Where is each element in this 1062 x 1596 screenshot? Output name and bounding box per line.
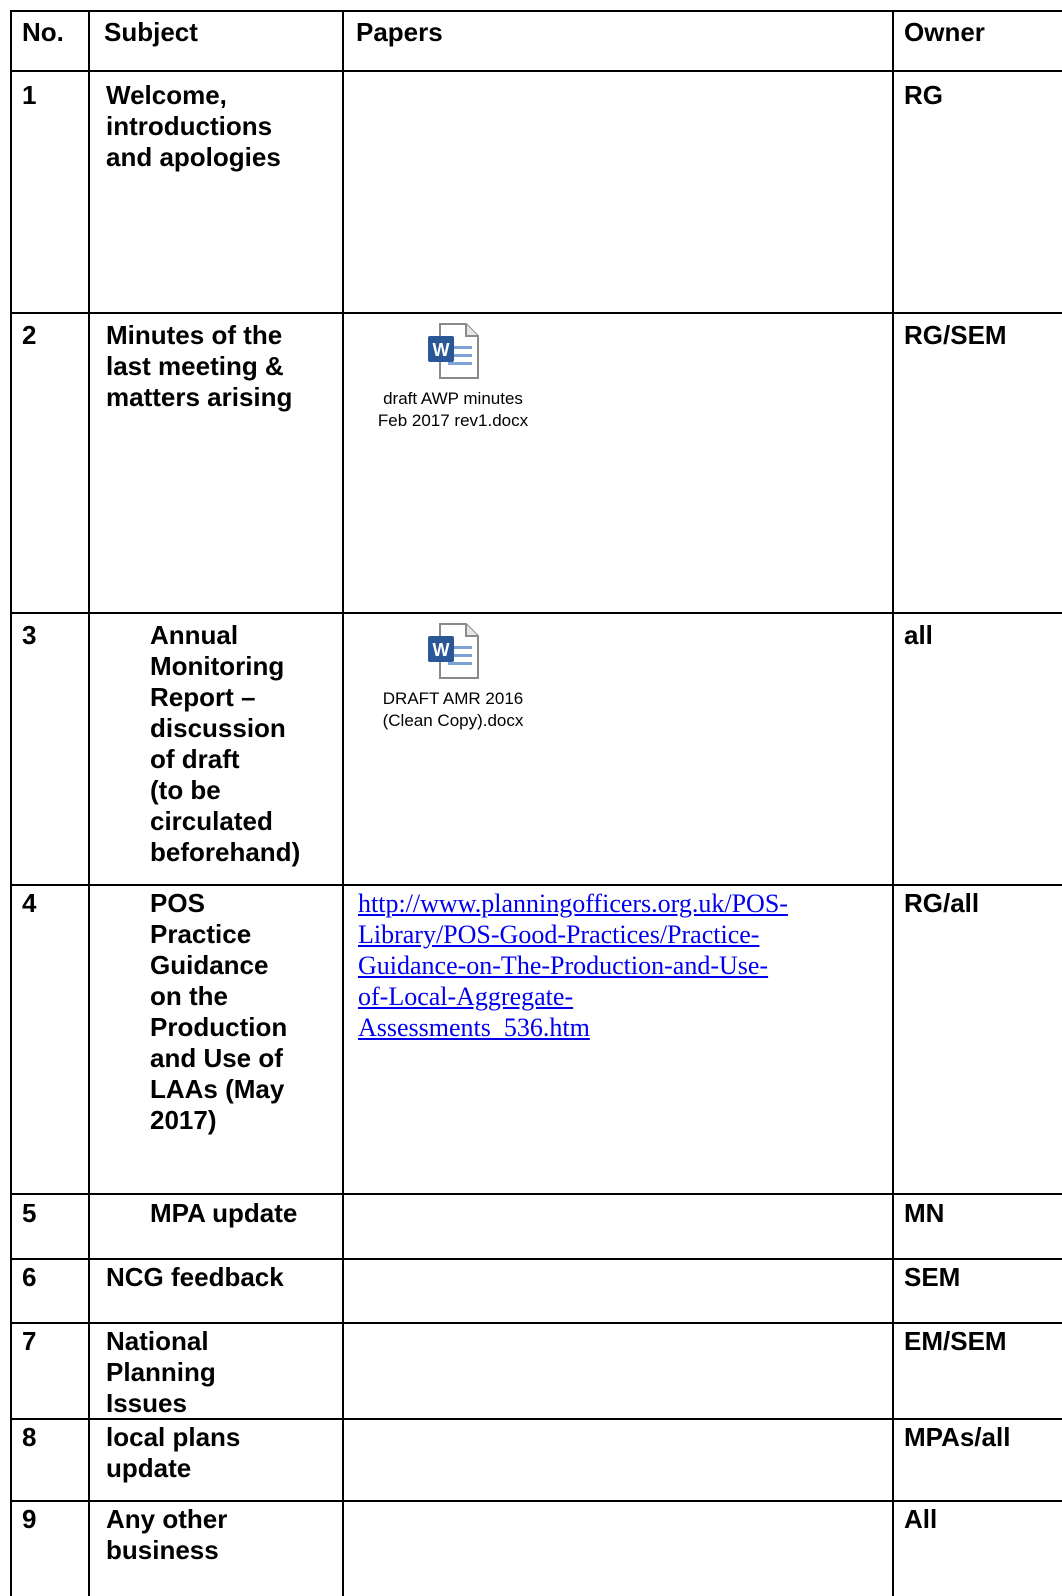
row-9-subject: Any other business xyxy=(106,1504,228,1565)
row-7-subject: National Planning Issues xyxy=(106,1326,216,1418)
row-2-subject: Minutes of the last meeting & matters arising xyxy=(106,320,293,412)
row-4-owner: RG/all xyxy=(904,888,980,918)
row-3-no: 3 xyxy=(22,620,37,650)
header-owner: Owner xyxy=(904,17,985,47)
attachment-amr-docx[interactable] xyxy=(358,622,548,732)
column-divider xyxy=(342,10,344,1596)
row-3-subject: Annual Monitoring Report – discussion of draft (to be circulated beforehand) xyxy=(150,620,301,867)
row-divider xyxy=(10,70,1062,72)
row-divider xyxy=(10,1258,1062,1260)
row-5-no: 5 xyxy=(22,1198,37,1228)
row-6-no: 6 xyxy=(22,1262,37,1292)
row-1-no: 1 xyxy=(22,80,37,110)
row-7-owner: EM/SEM xyxy=(904,1326,1007,1356)
svg-text:W: W xyxy=(432,340,450,360)
column-divider xyxy=(892,10,894,1596)
row-9-no: 9 xyxy=(22,1504,37,1534)
column-divider xyxy=(88,10,90,1596)
attachment-minutes-docx[interactable] xyxy=(358,322,548,432)
row-1-owner: RG xyxy=(904,80,943,110)
row-8-owner: MPAs/all xyxy=(904,1422,1011,1452)
row-8-no: 8 xyxy=(22,1422,37,1452)
row-6-subject: NCG feedback xyxy=(106,1262,284,1292)
row-4-no: 4 xyxy=(22,888,37,918)
row-divider xyxy=(10,1500,1062,1502)
row-4-subject: POS Practice Guidance on the Production and Use of LAAs (May 2017) xyxy=(150,888,288,1135)
row-1-subject: Welcome, introductions and apologies xyxy=(106,80,281,172)
row-divider xyxy=(10,612,1062,614)
attachment-filename: draft AWP minutes Feb 2017 rev1.docx xyxy=(377,389,529,430)
row-5-subject: MPA update xyxy=(150,1198,298,1228)
row-6-owner: SEM xyxy=(904,1262,961,1292)
word-document-icon xyxy=(426,322,480,380)
header-papers: Papers xyxy=(356,17,443,47)
row-2-owner: RG/SEM xyxy=(904,320,1007,350)
row-divider xyxy=(10,1193,1062,1195)
column-divider xyxy=(10,10,12,1596)
paper-link-pos-guidance[interactable]: http://www.planningofficers.org.uk/POS- Library/POS-Good-Practices/Practice- Guidance-on-The-Production-and-Use- of-Local-Aggregate- Assessments_536.htm xyxy=(358,889,788,1042)
row-8-subject: local plans update xyxy=(106,1422,241,1483)
header-no: No. xyxy=(22,17,64,47)
row-2-no: 2 xyxy=(22,320,37,350)
header-subject: Subject xyxy=(104,17,198,47)
row-5-owner: MN xyxy=(904,1198,945,1228)
row-3-owner: all xyxy=(904,620,933,650)
attachment-filename: DRAFT AMR 2016 (Clean Copy).docx xyxy=(382,689,524,730)
row-divider xyxy=(10,884,1062,886)
row-divider xyxy=(10,312,1062,314)
svg-text:W: W xyxy=(432,640,450,660)
row-divider xyxy=(10,1322,1062,1324)
word-document-icon xyxy=(426,622,480,680)
table-border-top xyxy=(10,10,1062,12)
row-9-owner: All xyxy=(904,1504,938,1534)
row-7-no: 7 xyxy=(22,1326,37,1356)
